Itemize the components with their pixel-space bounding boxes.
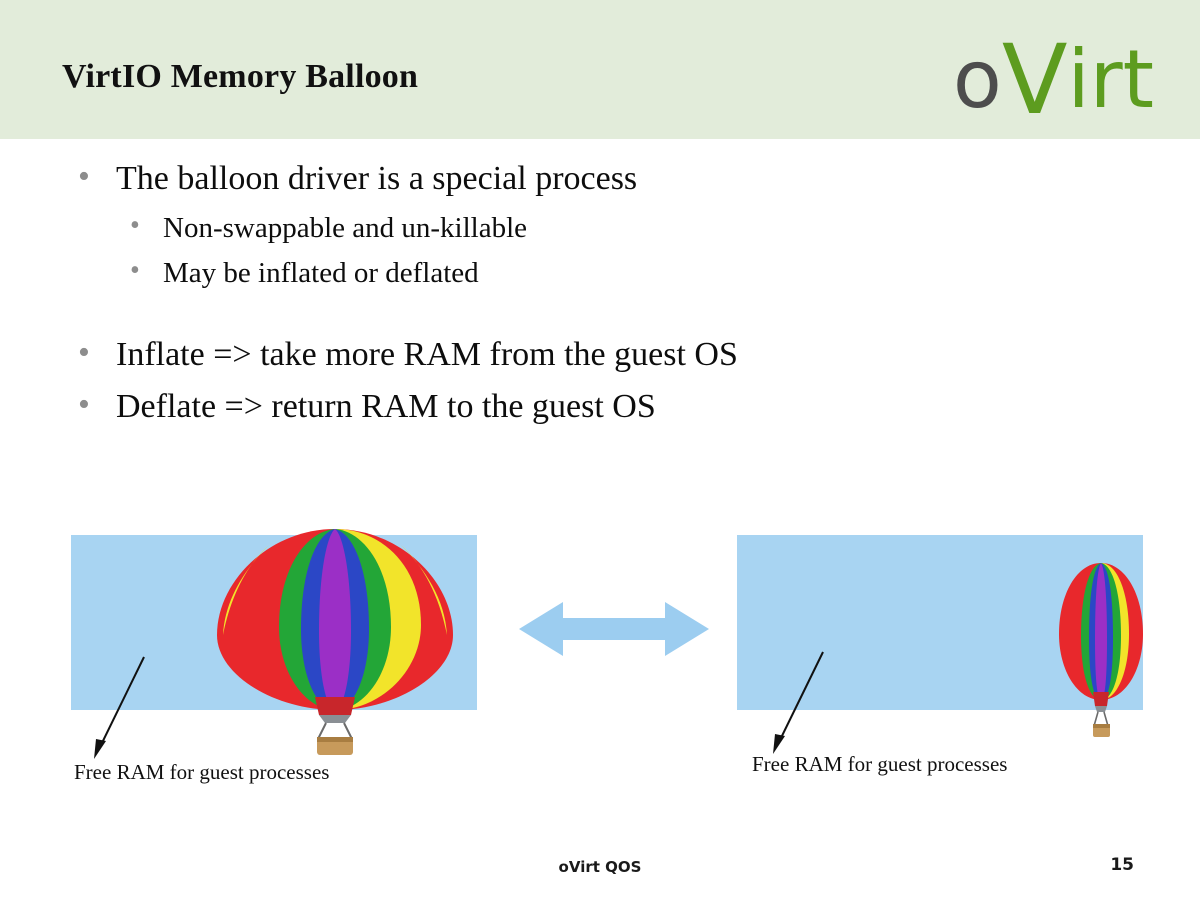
hot-air-balloon-deflated-icon xyxy=(1055,560,1147,742)
caption-left: Free RAM for guest processes xyxy=(74,760,330,784)
logo-part-irt: irt xyxy=(1067,33,1154,126)
list-item xyxy=(78,336,1200,374)
logo-part-v: V xyxy=(1001,24,1068,136)
bullet-dot-icon: • xyxy=(78,386,90,423)
logo-part-o: o xyxy=(952,33,1002,126)
bullet-dot-icon: • xyxy=(130,255,140,286)
list-item xyxy=(130,257,1200,290)
list-item-label: Non-swappable and un-killable xyxy=(163,212,528,244)
list-item-label: The balloon driver is a special process xyxy=(116,160,638,197)
pointer-arrow-right-icon xyxy=(765,650,835,760)
list-item xyxy=(130,212,1200,245)
caption-right: Free RAM for guest processes xyxy=(752,752,1008,776)
page-title: VirtIO Memory Balloon xyxy=(62,58,419,95)
list-item-label: May be inflated or deflated xyxy=(163,257,479,289)
list-item-label: Inflate => take more RAM from the guest OS xyxy=(116,336,738,373)
page-number: 15 xyxy=(1110,855,1134,875)
list-item xyxy=(78,160,1200,198)
ovirt-logo xyxy=(952,24,1154,136)
double-arrow-icon xyxy=(519,598,709,660)
footer-label: oVirt QOS xyxy=(558,858,642,876)
list-item-label: Deflate => return RAM to the guest OS xyxy=(116,388,656,425)
bullet-dot-icon: • xyxy=(78,334,90,371)
bullet-dot-icon: • xyxy=(130,210,140,241)
list-item xyxy=(78,388,1200,426)
pointer-arrow-left-icon xyxy=(86,655,156,765)
hot-air-balloon-inflated-icon xyxy=(185,525,485,755)
bullet-dot-icon: • xyxy=(78,158,90,195)
bullet-list xyxy=(0,160,1200,440)
spacer xyxy=(0,302,1200,336)
balloon-illustration xyxy=(0,530,1200,830)
